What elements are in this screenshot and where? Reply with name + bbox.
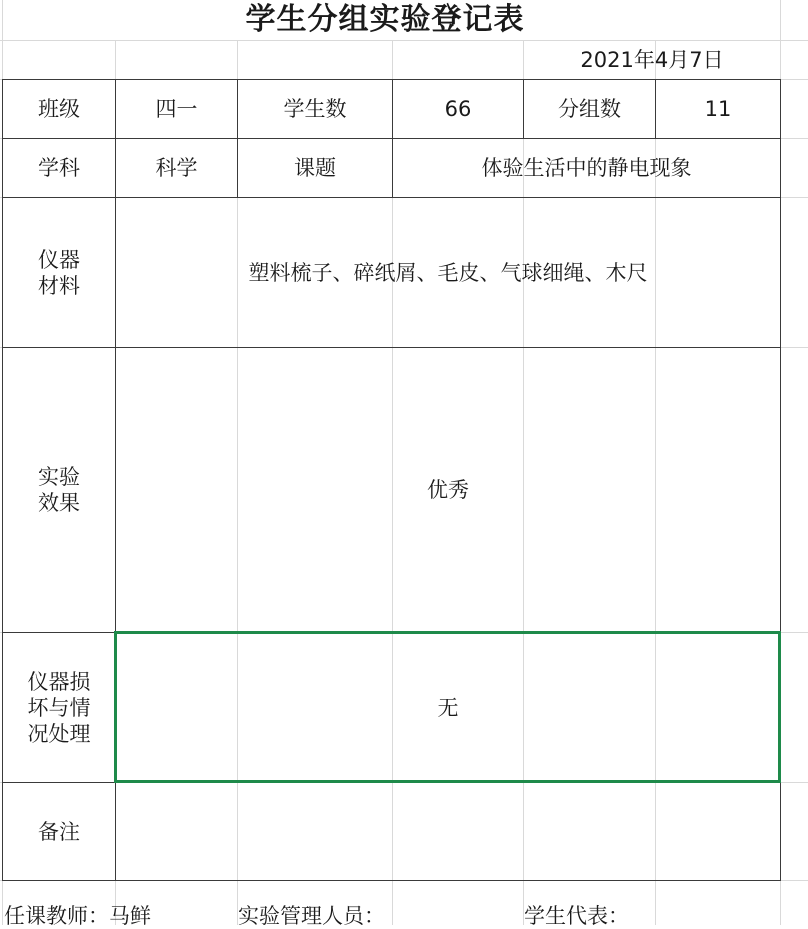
effect-label[interactable]: [3, 348, 115, 632]
damage-label-line1: 仪器损: [27, 669, 91, 694]
materials-value[interactable]: 塑料梳子、碎纸屑、毛皮、气球细绳、木尺: [248, 260, 648, 285]
groups-label[interactable]: 分组数: [558, 97, 621, 121]
footer-student-rep[interactable]: 学生代表：: [524, 904, 629, 928]
damage-label[interactable]: [3, 633, 115, 782]
sheet-title: 学生分组实验登记表: [245, 2, 525, 37]
students-label[interactable]: 学生数: [283, 97, 347, 121]
damage-label-line2: 坏与情: [27, 695, 91, 720]
footer-teacher[interactable]: 任课教师：马鲜: [4, 904, 151, 928]
effect-label-line2: 效果: [38, 491, 80, 515]
notes-label[interactable]: 备注: [38, 819, 80, 844]
effect-value[interactable]: 优秀: [427, 478, 469, 502]
topic-value[interactable]: 体验生活中的静电现象: [481, 156, 692, 180]
materials-label[interactable]: [3, 198, 115, 347]
damage-value[interactable]: 无: [437, 695, 459, 720]
materials-label-line2: 材料: [38, 273, 80, 298]
subject-label[interactable]: 学科: [38, 156, 80, 180]
materials-label-line1: 仪器: [38, 247, 80, 272]
class-value[interactable]: 四一: [155, 97, 198, 121]
effect-label-line1: 实验: [38, 465, 80, 489]
subject-value[interactable]: 科学: [155, 156, 198, 180]
footer-manager[interactable]: 实验管理人员：: [238, 904, 385, 928]
groups-value[interactable]: 11: [704, 97, 732, 121]
date-cell[interactable]: 2021年4月7日: [580, 47, 724, 72]
damage-label-line3: 况处理: [27, 721, 91, 746]
students-value[interactable]: 66: [444, 97, 472, 121]
selected-cell-highlight: [114, 631, 781, 783]
class-label[interactable]: 班级: [38, 97, 80, 121]
topic-label[interactable]: 课题: [294, 156, 336, 180]
notes-value[interactable]: [116, 783, 780, 880]
